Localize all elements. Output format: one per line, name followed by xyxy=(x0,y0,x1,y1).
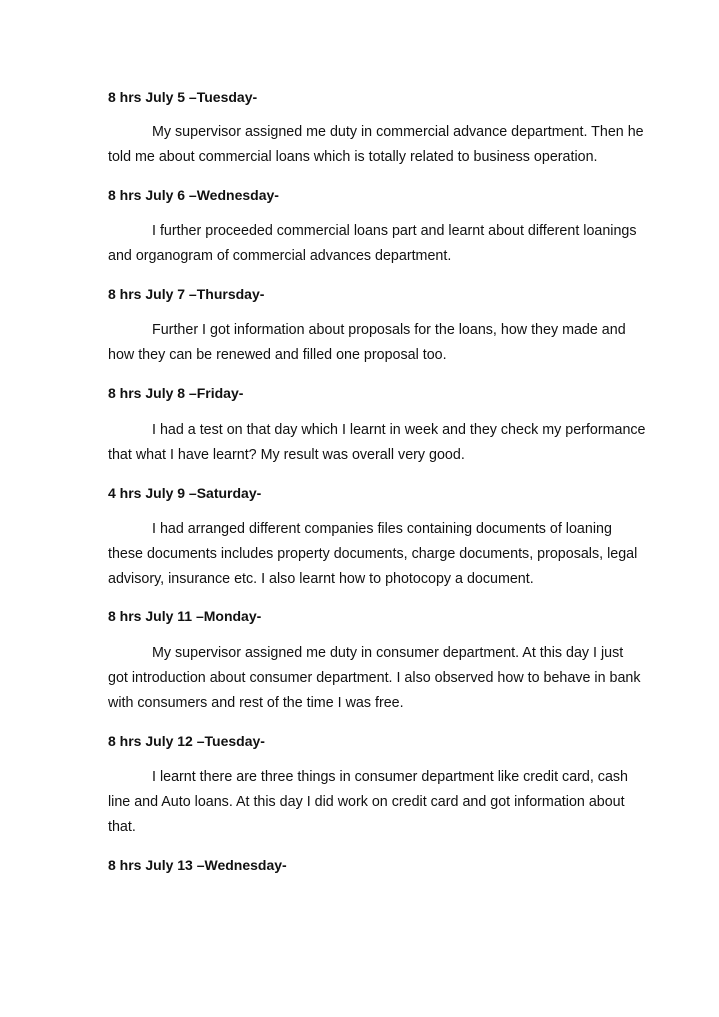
paragraph-line: how they can be renewed and filled one proposal too. xyxy=(108,347,447,363)
paragraph-line: line and Auto loans. At this day I did work on credit card and got information about xyxy=(108,794,625,810)
paragraph-line: got introduction about consumer department. I also observed how to behave in bank xyxy=(108,670,641,686)
paragraph-line: My supervisor assigned me duty in commercial advance department. Then he xyxy=(152,124,644,140)
entry-heading: 8 hrs July 11 –Monday- xyxy=(108,608,262,624)
entry-heading: 8 hrs July 8 –Friday- xyxy=(108,385,244,401)
entry-heading: 4 hrs July 9 –Saturday- xyxy=(108,485,262,501)
entry-heading: 8 hrs July 5 –Tuesday- xyxy=(108,89,258,105)
paragraph-line: and organogram of commercial advances department. xyxy=(108,248,452,264)
paragraph-line: told me about commercial loans which is totally related to business operation. xyxy=(108,149,598,165)
paragraph-line: My supervisor assigned me duty in consumer department. At this day I just xyxy=(152,645,624,661)
paragraph-line: these documents includes property documents, charge documents, proposals, legal xyxy=(108,546,638,562)
entry-heading: 8 hrs July 7 –Thursday- xyxy=(108,286,265,302)
paragraph-line: I further proceeded commercial loans part and learnt about different loanings xyxy=(152,223,637,239)
entry-heading: 8 hrs July 6 –Wednesday- xyxy=(108,187,279,203)
entry-heading: 8 hrs July 12 –Tuesday- xyxy=(108,733,265,749)
paragraph-line: advisory, insurance etc. I also learnt how to photocopy a document. xyxy=(108,571,534,587)
paragraph-line: Further I got information about proposals for the loans, how they made and xyxy=(152,322,626,338)
paragraph-line: I had a test on that day which I learnt in week and they check my performance xyxy=(152,422,646,438)
paragraph-line: I had arranged different companies files containing documents of loaning xyxy=(152,521,612,537)
paragraph-line: that what I have learnt? My result was overall very good. xyxy=(108,447,465,463)
entry-heading: 8 hrs July 13 –Wednesday- xyxy=(108,857,287,873)
paragraph-line: I learnt there are three things in consumer department like credit card, cash xyxy=(152,769,629,785)
paragraph-line: with consumers and rest of the time I was free. xyxy=(108,695,404,711)
paragraph-line: that. xyxy=(108,819,136,835)
